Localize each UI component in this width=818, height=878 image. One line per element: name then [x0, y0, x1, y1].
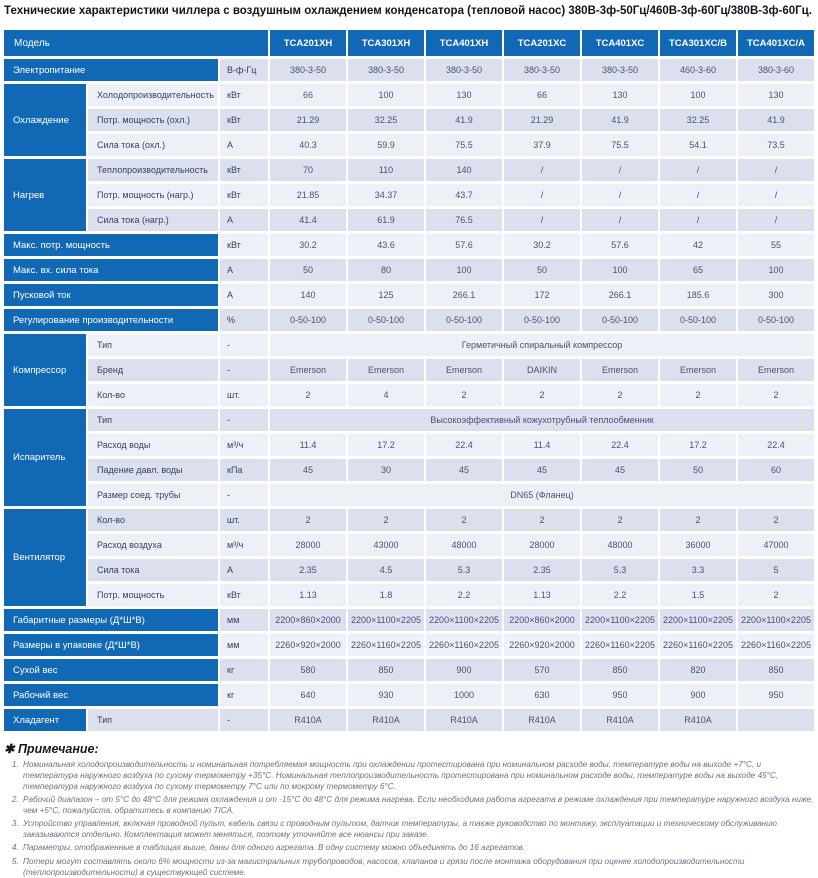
value-cell: 1.8 [348, 584, 424, 606]
value-cell: Emerson [738, 359, 814, 381]
value-cell: 266.1 [426, 284, 502, 306]
row-label-cell: Электропитание [4, 59, 218, 81]
value-cell: 2200×860×2000 [504, 609, 580, 631]
sublabel-cell: Теплопроизводительность [88, 159, 218, 181]
table-row [4, 534, 814, 556]
value-cell: 0-50-100 [426, 309, 502, 331]
notes-header: ✱ Примечание: [4, 742, 99, 756]
category-label-cell: Вентилятор [4, 509, 86, 606]
value-cell: 125 [348, 284, 424, 306]
sublabel-cell: Падение давл. воды [88, 459, 218, 481]
value-cell: 130 [426, 84, 502, 106]
value-cell: 28000 [504, 534, 580, 556]
value-cell: 2260×920×2000 [504, 634, 580, 656]
unit-cell: А [220, 259, 268, 281]
value-cell: 100 [582, 259, 658, 281]
value-cell: 2.2 [582, 584, 658, 606]
sublabel-cell: Расход воды [88, 434, 218, 456]
table-row [4, 159, 814, 181]
value-cell: 65 [660, 259, 736, 281]
value-cell: DAIKIN [504, 359, 580, 381]
value-cell: 40.3 [270, 134, 346, 156]
model-header-cell: TCA301XC/B [660, 30, 736, 56]
value-cell: 2200×1100×2205 [348, 609, 424, 631]
row-label-cell: Размеры в упаковке (Д*Ш*В) [4, 634, 218, 656]
value-cell: 5.3 [426, 559, 502, 581]
unit-cell: кВт [220, 109, 268, 131]
table-row [4, 334, 814, 356]
value-cell: 2260×1160×2205 [348, 634, 424, 656]
value-cell: 2200×860×2000 [270, 609, 346, 631]
table-row [4, 359, 814, 381]
spec-table [2, 27, 816, 734]
model-header-cell: TCA301XH [348, 30, 424, 56]
unit-cell: - [220, 484, 268, 506]
value-cell: 380-3-50 [426, 59, 502, 81]
table-row [4, 684, 814, 706]
value-cell: 2 [738, 384, 814, 406]
value-cell: 60 [738, 459, 814, 481]
value-cell: 640 [270, 684, 346, 706]
value-cell: / [660, 159, 736, 181]
model-header-cell: TCA401XC/A [738, 30, 814, 56]
table-row [4, 209, 814, 231]
sublabel-cell: Сила тока (охл.) [88, 134, 218, 156]
value-cell: 0-50-100 [738, 309, 814, 331]
value-cell: / [504, 159, 580, 181]
value-cell: 55 [738, 234, 814, 256]
value-cell: / [738, 159, 814, 181]
value-cell: 2260×1160×2205 [660, 634, 736, 656]
value-cell: 2.35 [504, 559, 580, 581]
unit-cell: мм [220, 609, 268, 631]
table-row [4, 109, 814, 131]
value-cell: 2 [738, 509, 814, 531]
unit-cell: - [220, 409, 268, 431]
value-cell: 36000 [660, 534, 736, 556]
value-cell: 140 [270, 284, 346, 306]
value-cell: 2 [660, 384, 736, 406]
sublabel-cell: Потр. мощность [88, 584, 218, 606]
note-item: 1. Номинальная холодопроизводительность и номинальная потребляемая мощность при охлаждении протестирована при номинальном расходе воды, температуре воды на выходе +7°С, и температура наружного воздуха по сухому термометру +35°С. Номинальная теплопроизводительность протестирована при номинальном расходе воды, температуре воды на выходе 45°С, температура наружного воздуха по сухому термометру 7°С или по мокрому термометру 6°С. [21, 759, 814, 792]
table-body [4, 59, 814, 731]
value-cell: 4.5 [348, 559, 424, 581]
value-cell: 140 [426, 159, 502, 181]
value-cell: 17.2 [660, 434, 736, 456]
sublabel-cell: Холодопроизводительность [88, 84, 218, 106]
value-cell: Emerson [270, 359, 346, 381]
value-cell: 950 [738, 684, 814, 706]
value-cell: 0-50-100 [348, 309, 424, 331]
table-row [4, 584, 814, 606]
value-cell: 130 [582, 84, 658, 106]
value-cell: 21.29 [504, 109, 580, 131]
value-cell: 66 [504, 84, 580, 106]
unit-cell: А [220, 559, 268, 581]
value-cell: 70 [270, 159, 346, 181]
unit-cell: кг [220, 659, 268, 681]
value-cell: / [582, 159, 658, 181]
value-cell: 42 [660, 234, 736, 256]
value-cell: / [582, 209, 658, 231]
value-cell: 2260×1160×2205 [738, 634, 814, 656]
value-cell: 380-3-50 [270, 59, 346, 81]
value-cell: 50 [660, 459, 736, 481]
value-cell: 37.9 [504, 134, 580, 156]
table-row [4, 309, 814, 331]
note-item: 3. Устройство управления, включая проводной пульт, кабель связи с проводным пультом, датчик температуры, а также руководство по монтажу, эксплуатации и техническому обслуживанию заказываются отдельно. Комплектация может меняться, поэтому уточняйте все нюансы при заказе. [21, 818, 814, 840]
value-cell: 41.9 [738, 109, 814, 131]
value-cell: 45 [504, 459, 580, 481]
value-cell: 2 [660, 509, 736, 531]
unit-cell: А [220, 284, 268, 306]
model-header-row [4, 30, 814, 56]
table-row [4, 484, 814, 506]
value-cell: 30 [348, 459, 424, 481]
value-cell: 2 [504, 384, 580, 406]
value-cell: 300 [738, 284, 814, 306]
value-cell: 61.9 [348, 209, 424, 231]
value-cell: 110 [348, 159, 424, 181]
sublabel-cell: Тип [88, 709, 218, 731]
unit-cell: кВт [220, 584, 268, 606]
category-label-cell: Испаритель [4, 409, 86, 506]
value-cell: R410A [348, 709, 424, 731]
sublabel-cell: Бренд [88, 359, 218, 381]
value-cell: 380-3-60 [738, 59, 814, 81]
value-cell: 2260×1160×2205 [582, 634, 658, 656]
row-label-cell: Макс. потр. мощность [4, 234, 218, 256]
table-row [4, 384, 814, 406]
table-row [4, 284, 814, 306]
unit-cell: кВт [220, 159, 268, 181]
value-cell: 5.3 [582, 559, 658, 581]
row-label-cell: Сухой вес [4, 659, 218, 681]
span-value-cell: Герметичный спиральный компрессор [270, 334, 814, 356]
value-cell: 2200×1100×2205 [582, 609, 658, 631]
value-cell: 80 [348, 259, 424, 281]
table-header [4, 30, 814, 56]
value-cell: 1.13 [270, 584, 346, 606]
table-row [4, 509, 814, 531]
value-cell: 34.37 [348, 184, 424, 206]
value-cell: 130 [738, 84, 814, 106]
unit-cell: кВт [220, 84, 268, 106]
value-cell: 850 [582, 659, 658, 681]
value-cell: 75.5 [426, 134, 502, 156]
table-row [4, 409, 814, 431]
value-cell: 66 [270, 84, 346, 106]
value-cell: 172 [504, 284, 580, 306]
value-cell: 580 [270, 659, 346, 681]
value-cell: 17.2 [348, 434, 424, 456]
unit-cell: кВт [220, 234, 268, 256]
value-cell: 59.9 [348, 134, 424, 156]
unit-cell: шт. [220, 384, 268, 406]
value-cell: R410A [660, 709, 736, 731]
value-cell: 32.25 [348, 109, 424, 131]
value-cell: 2200×1100×2205 [738, 609, 814, 631]
value-cell: 0-50-100 [270, 309, 346, 331]
value-cell: 1.13 [504, 584, 580, 606]
value-cell: 41.9 [582, 109, 658, 131]
value-cell: 2 [582, 509, 658, 531]
notes-section [2, 741, 816, 878]
value-cell: 48000 [426, 534, 502, 556]
value-cell: R410A [504, 709, 580, 731]
sublabel-cell: Кол-во [88, 384, 218, 406]
value-cell: Emerson [348, 359, 424, 381]
category-label-cell: Охлаждение [4, 84, 86, 156]
row-label-cell: Пусковой ток [4, 284, 218, 306]
value-cell: 950 [582, 684, 658, 706]
value-cell: 0-50-100 [660, 309, 736, 331]
value-cell: 380-3-50 [582, 59, 658, 81]
value-cell: 2 [582, 384, 658, 406]
unit-cell: - [220, 334, 268, 356]
value-cell: 43.7 [426, 184, 502, 206]
value-cell: 0-50-100 [582, 309, 658, 331]
value-cell: 2 [348, 509, 424, 531]
unit-cell: м³/ч [220, 534, 268, 556]
value-cell: 850 [738, 659, 814, 681]
value-cell: 185.6 [660, 284, 736, 306]
value-cell: 2200×1100×2205 [426, 609, 502, 631]
unit-cell: кВт [220, 184, 268, 206]
value-cell: 100 [426, 259, 502, 281]
value-cell: 57.6 [426, 234, 502, 256]
value-cell: 45 [270, 459, 346, 481]
model-header-cell: TCA401XC [582, 30, 658, 56]
value-cell: 850 [348, 659, 424, 681]
value-cell: 41.4 [270, 209, 346, 231]
unit-cell: % [220, 309, 268, 331]
value-cell: 2260×920×2000 [270, 634, 346, 656]
value-cell: / [504, 184, 580, 206]
category-label-cell: Компрессор [4, 334, 86, 406]
value-cell: 1000 [426, 684, 502, 706]
value-cell: 630 [504, 684, 580, 706]
value-cell: 100 [348, 84, 424, 106]
category-label-cell: Хладагент [4, 709, 86, 731]
value-cell: 28000 [270, 534, 346, 556]
category-label-cell: Нагрев [4, 159, 86, 231]
value-cell: 43000 [348, 534, 424, 556]
value-cell: 50 [270, 259, 346, 281]
unit-cell: кПа [220, 459, 268, 481]
note-item: 4. Параметры, отображенные в таблицах выше, даны для одного агрегата. В одну систему можно объединять до 16 агрегатов. [21, 842, 814, 853]
unit-cell: м³/ч [220, 434, 268, 456]
unit-cell: кг [220, 684, 268, 706]
sublabel-cell: Потр. мощность (охл.) [88, 109, 218, 131]
sublabel-cell: Сила тока (нагр.) [88, 209, 218, 231]
model-header-cell: TCA401XH [426, 30, 502, 56]
unit-cell: А [220, 209, 268, 231]
value-cell: 380-3-50 [504, 59, 580, 81]
unit-cell: А [220, 134, 268, 156]
value-cell: / [504, 209, 580, 231]
value-cell: / [582, 184, 658, 206]
sublabel-cell: Кол-во [88, 509, 218, 531]
span-value-cell: Высокоэффективный кожухотрубный теплообменник [270, 409, 814, 431]
value-cell: 2 [504, 509, 580, 531]
value-cell: 41.9 [426, 109, 502, 131]
span-value-cell: DN65 (Фланец) [270, 484, 814, 506]
value-cell: 460-3-60 [660, 59, 736, 81]
table-row [4, 59, 814, 81]
sublabel-cell: Потр. мощность (нагр.) [88, 184, 218, 206]
value-cell: 21.29 [270, 109, 346, 131]
value-cell: 11.4 [504, 434, 580, 456]
table-row [4, 659, 814, 681]
model-header-cell: TCA201XH [270, 30, 346, 56]
value-cell: 900 [660, 684, 736, 706]
value-cell: 100 [738, 259, 814, 281]
sublabel-cell: Тип [88, 334, 218, 356]
notes-list [4, 759, 814, 878]
value-cell: 2 [270, 509, 346, 531]
value-cell: 48000 [582, 534, 658, 556]
row-label-cell: Рабочий вес [4, 684, 218, 706]
value-cell: 22.4 [582, 434, 658, 456]
value-cell: Emerson [660, 359, 736, 381]
table-row [4, 259, 814, 281]
unit-cell: В-ф-Гц [220, 59, 268, 81]
value-cell: Emerson [426, 359, 502, 381]
note-item: 2. Рабочий диапазон – от 5°С до 48°С для режима охлаждения и от -15°С до 48°С для режима нагрева. Если необходима работа агрегата в режиме охлаждения при температуре наружного воздуха ниже, чем +5°С, пожалуйста, обратитесь в компанию TICA. [21, 794, 814, 816]
model-header-label: Модель [4, 30, 268, 56]
value-cell: 50 [504, 259, 580, 281]
table-row [4, 559, 814, 581]
value-cell: 30.2 [504, 234, 580, 256]
value-cell: 2.35 [270, 559, 346, 581]
note-item: 5. Потери могут составлять около 6% мощности из-за магистральных трубопроводов, насосов, клапанов и грязи после монтажа оборудования при оценке холодопроизводительности (теплопроизводительности) в существующей системе. [21, 856, 814, 878]
table-row [4, 709, 814, 731]
unit-cell: - [220, 709, 268, 731]
value-cell: 900 [426, 659, 502, 681]
value-cell [738, 709, 814, 731]
sublabel-cell: Расход воздуха [88, 534, 218, 556]
value-cell: 30.2 [270, 234, 346, 256]
value-cell: 45 [426, 459, 502, 481]
value-cell: 4 [348, 384, 424, 406]
table-row [4, 459, 814, 481]
value-cell: 2 [426, 384, 502, 406]
value-cell: 11.4 [270, 434, 346, 456]
row-label-cell: Габаритные размеры (Д*Ш*В) [4, 609, 218, 631]
page-title: Технические характеристики чиллера с воздушным охлаждением конденсатора (тепловой насос) 380В-3ф-50Гц/460В-3ф-60Гц/380В-3ф-60Гц. [4, 5, 812, 17]
value-cell: 21.85 [270, 184, 346, 206]
value-cell: 100 [660, 84, 736, 106]
value-cell: 2 [426, 509, 502, 531]
value-cell: 3.3 [660, 559, 736, 581]
value-cell: 32.25 [660, 109, 736, 131]
table-row [4, 134, 814, 156]
value-cell: 5 [738, 559, 814, 581]
value-cell: 76.5 [426, 209, 502, 231]
value-cell: 57.6 [582, 234, 658, 256]
value-cell: 820 [660, 659, 736, 681]
value-cell: 47000 [738, 534, 814, 556]
unit-cell: шт. [220, 509, 268, 531]
value-cell: / [660, 209, 736, 231]
value-cell: R410A [582, 709, 658, 731]
value-cell: 2 [738, 584, 814, 606]
value-cell: 2.2 [426, 584, 502, 606]
value-cell: 75.5 [582, 134, 658, 156]
table-row [4, 234, 814, 256]
value-cell: 2200×1100×2205 [660, 609, 736, 631]
table-row [4, 634, 814, 656]
sublabel-cell: Размер соед. трубы [88, 484, 218, 506]
value-cell: R410A [426, 709, 502, 731]
value-cell: 54.1 [660, 134, 736, 156]
value-cell: R410A [270, 709, 346, 731]
value-cell: 2260×1160×2205 [426, 634, 502, 656]
value-cell: 43.6 [348, 234, 424, 256]
model-header-cell: TCA201XC [504, 30, 580, 56]
table-row [4, 609, 814, 631]
value-cell: 0-50-100 [504, 309, 580, 331]
table-row [4, 184, 814, 206]
value-cell: / [660, 184, 736, 206]
unit-cell: мм [220, 634, 268, 656]
row-label-cell: Макс. вх. сила тока [4, 259, 218, 281]
unit-cell: - [220, 359, 268, 381]
value-cell: 1.5 [660, 584, 736, 606]
value-cell: 22.4 [426, 434, 502, 456]
value-cell: 930 [348, 684, 424, 706]
value-cell: / [738, 209, 814, 231]
value-cell: 570 [504, 659, 580, 681]
sublabel-cell: Тип [88, 409, 218, 431]
value-cell: 73.5 [738, 134, 814, 156]
value-cell: 2 [270, 384, 346, 406]
table-row [4, 84, 814, 106]
value-cell: 380-3-50 [348, 59, 424, 81]
value-cell: 45 [582, 459, 658, 481]
row-label-cell: Регулирование производительности [4, 309, 218, 331]
value-cell: 266.1 [582, 284, 658, 306]
value-cell: Emerson [582, 359, 658, 381]
value-cell: 22.4 [738, 434, 814, 456]
table-row [4, 434, 814, 456]
sublabel-cell: Сила тока [88, 559, 218, 581]
value-cell: / [738, 184, 814, 206]
